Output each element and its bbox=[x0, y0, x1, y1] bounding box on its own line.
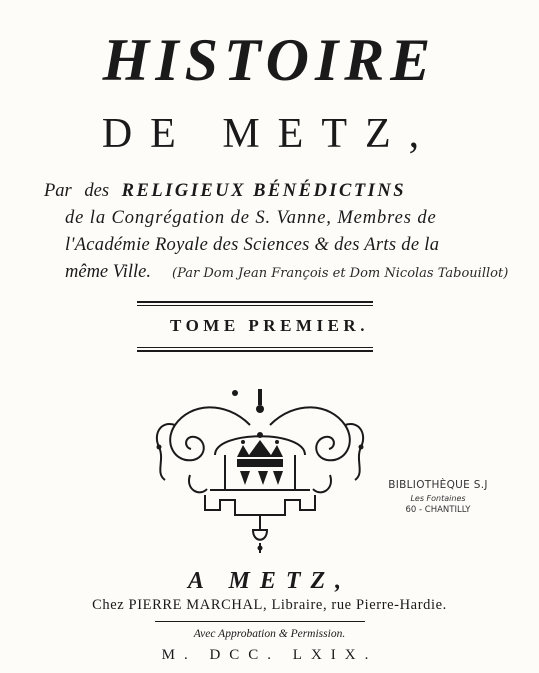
library-stamp-line1: BIBLIOTHÈQUE S.J bbox=[388, 479, 488, 491]
title-de-metz: DE METZ, bbox=[101, 111, 438, 157]
byline-par: Par bbox=[44, 181, 72, 201]
rule-bottom bbox=[155, 621, 365, 622]
fleuron-ornament-icon bbox=[145, 385, 375, 555]
library-stamp-line3: 60 - CHANTILLY bbox=[405, 505, 471, 515]
imprint-year: M. DCC. LXIX. bbox=[161, 647, 378, 663]
byline-line3: l'Académie Royale des Sciences & des Arts de la bbox=[65, 235, 440, 255]
rule-top-1 bbox=[137, 301, 373, 303]
title-histoire: HISTOIRE bbox=[102, 27, 437, 93]
handwritten-attribution: (Par Dom Jean François et Dom Nicolas Tabouillot) bbox=[172, 266, 509, 281]
byline-des: des bbox=[84, 181, 110, 201]
byline-order: RELIGIEUX BÉNÉDICTINS bbox=[121, 181, 406, 201]
byline-line2: de la Congrégation de S. Vanne, Membres de bbox=[65, 208, 437, 228]
imprint-publisher: Chez PIERRE MARCHAL, Libraire, rue Pierre-Hardie. bbox=[92, 597, 447, 613]
byline-line4: même Ville. bbox=[65, 262, 151, 282]
library-stamp-line2: Les Fontaines bbox=[410, 494, 466, 503]
imprint-city: A METZ, bbox=[187, 568, 352, 594]
byline-line1 bbox=[44, 182, 406, 201]
rule-top-2 bbox=[137, 305, 373, 306]
imprint-approbation: Avec Approbation & Permission. bbox=[193, 628, 346, 640]
rule-mid-1 bbox=[137, 347, 373, 348]
volume-label: TOME PREMIER. bbox=[170, 316, 369, 335]
rule-mid-2 bbox=[137, 350, 373, 352]
